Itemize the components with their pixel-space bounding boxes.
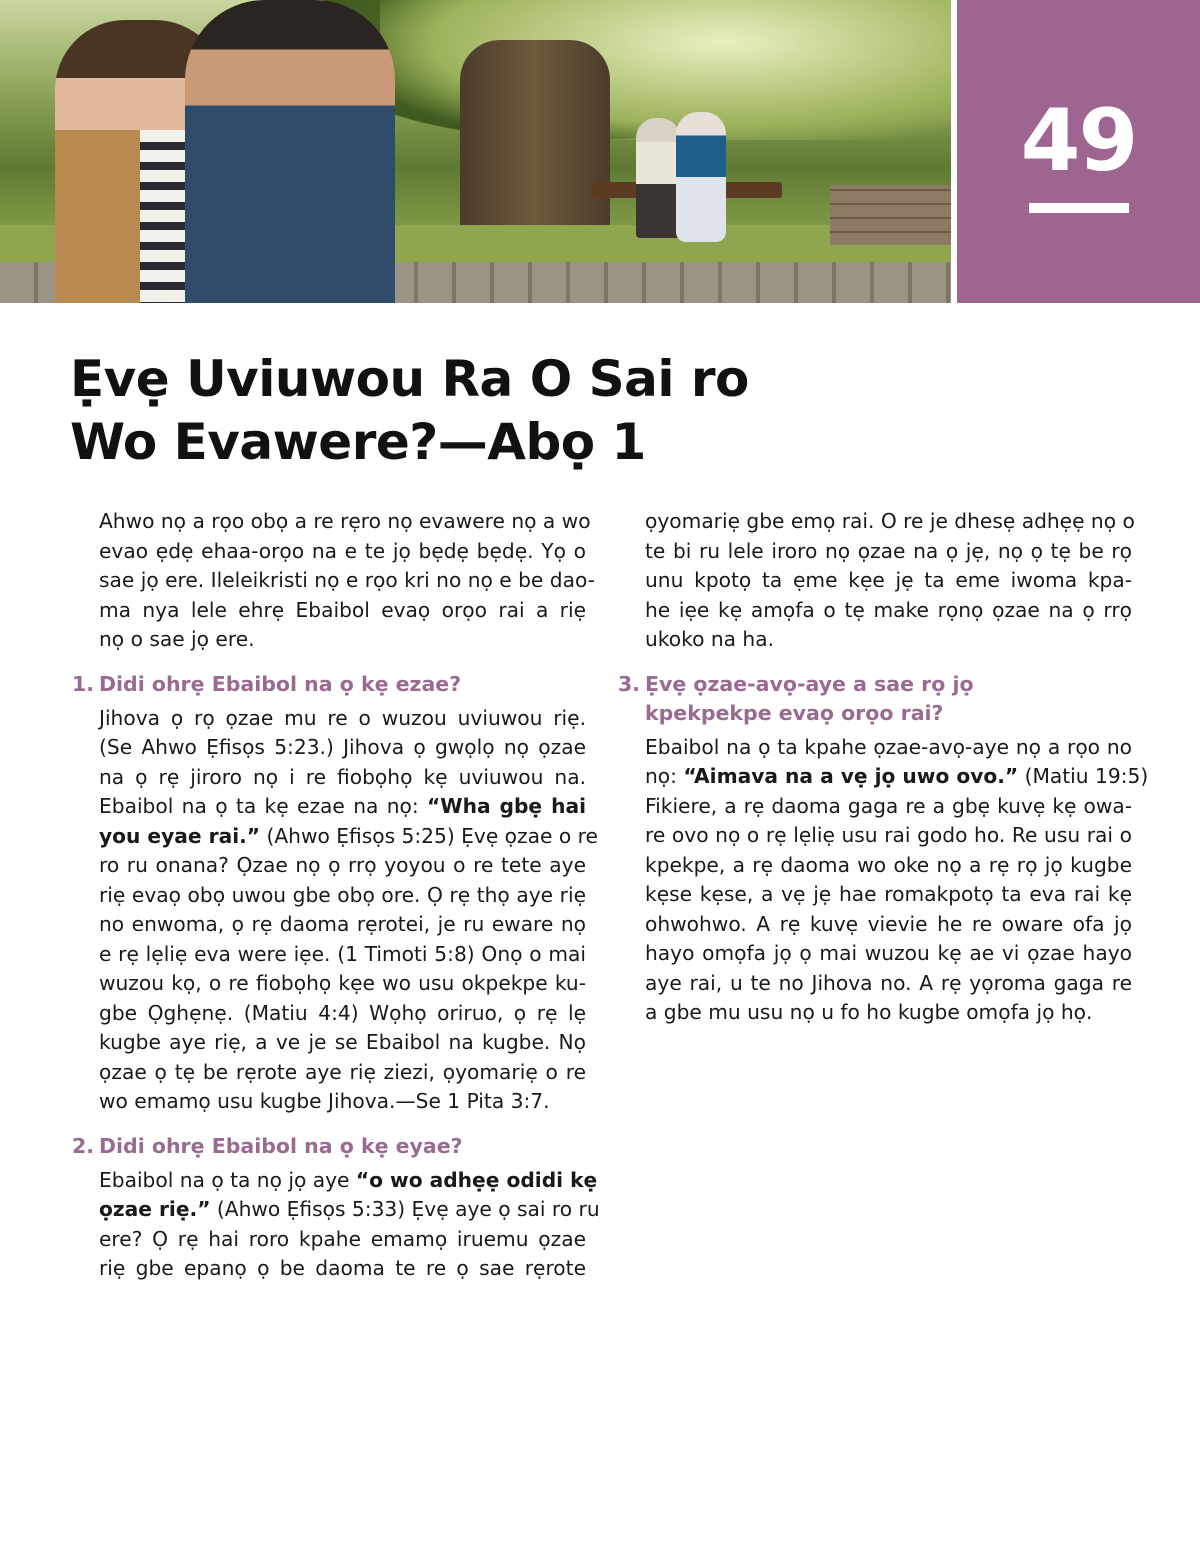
text-span: Ahwo nọ a rọo obọ a re rẹro nọ evawere nọ a wo: [99, 509, 591, 533]
paragraph: [99, 1166, 600, 1284]
text-line: [99, 507, 591, 537]
page-title: [70, 348, 749, 474]
text-line: [645, 910, 1132, 940]
paragraph: [99, 507, 595, 655]
text-line: [99, 910, 586, 940]
text-span: Fikiere, a rẹ daoma gaga re a gbẹ kuvẹ kẹ owa-: [645, 793, 1132, 818]
text-span: he iẹe kẹ amọfa o tẹ make rọnọ ọzae na ọ rrọ: [645, 597, 1132, 622]
text-span: kẹse kẹse, a vẹ jẹ hae romakpotọ ta eva rai kẹ: [645, 882, 1132, 906]
question-heading: [72, 670, 586, 699]
text-line: [99, 733, 586, 763]
text-line: [99, 999, 586, 1029]
paragraph: [645, 733, 1149, 1028]
question-heading: [72, 1132, 586, 1161]
text-line: [645, 507, 1135, 537]
text-line: [645, 939, 1132, 969]
photo-elderly-man: [636, 118, 680, 238]
bold-quote: “Aimava na a vẹ jọ uwo ovo.”: [683, 764, 1019, 788]
text-line: [99, 1195, 600, 1225]
text-line: [645, 880, 1132, 910]
text-line: [99, 881, 586, 911]
right-column: [618, 507, 1149, 1043]
text-span: no enwoma, ọ rẹ daoma rẹrotei, je ru eware nọ: [99, 912, 586, 936]
photo-elderly-woman: [676, 112, 726, 242]
photo-tree-trunk: [460, 40, 610, 250]
question-number: 2.: [72, 1133, 95, 1158]
lesson-number: 49: [1020, 91, 1137, 191]
bold-quote: ọzae riẹ.”: [99, 1197, 211, 1221]
text-line: [99, 1254, 586, 1284]
text-span: (Ahwo Ẹfisọs 5:25) Ẹvẹ ọzae o re: [260, 823, 598, 848]
lesson-number-underline: [1029, 203, 1129, 213]
page-title-line: Ẹvẹ Uviuwou Ra O Sai ro: [70, 350, 749, 408]
text-line: [645, 566, 1132, 596]
question-text: Didi ohrẹ Ebaibol na ọ kẹ ezae?: [99, 671, 462, 696]
text-line: [99, 1028, 586, 1058]
paragraph: [99, 704, 598, 1117]
text-line: [99, 763, 586, 793]
text-span: evao ẹdẹ ehaa-orọo na e te jọ bẹdẹ bẹdẹ. Yọ o: [99, 538, 586, 563]
text-line: [645, 625, 1132, 655]
text-span: unu kpotọ ta ẹme kẹe jẹ ta eme iwoma kpa-: [645, 568, 1132, 592]
text-span: ukoko na ha.: [645, 627, 775, 651]
text-line: [99, 822, 598, 852]
text-span: Ebaibol na ọ ta kpahe ọzae-avọ-aye nọ a rọo no: [645, 734, 1132, 759]
text-line: [99, 704, 586, 734]
text-line: [645, 596, 1132, 626]
text-span: ohwohwo. A rẹ kuvẹ vievie he re oware ofa jọ: [645, 911, 1132, 936]
text-span: kpekpe, a rẹ daoma wo oke nọ a rẹ rọ jọ kugbe: [645, 852, 1132, 877]
text-line: [99, 1166, 598, 1196]
text-line: [645, 792, 1132, 822]
text-span: nọ o sae jọ ere.: [99, 627, 255, 651]
text-span: ro ru onana? Ọzae nọ ọ rrọ yoyou o re tete aye: [99, 853, 586, 877]
page-title-line: Wo Evawere?—Abọ 1: [70, 413, 646, 471]
question-text: Ẹvẹ ọzae-avọ-aye a sae rọ jọ kpekpekpe evaọ orọo rai?: [645, 671, 974, 725]
text-span: riẹ evaọ obọ uwou gbe obọ ore. Ọ rẹ thọ aye riẹ: [99, 882, 586, 907]
question-number: 3.: [618, 671, 641, 696]
header-photo-couple-in-park: [0, 0, 951, 303]
text-span: ọzae ọ tẹ be rẹrote aye riẹ ziezi, ọyomariẹ o re: [99, 1059, 586, 1084]
text-span: (Se Ahwo Ẹfisọs 5:23.) Jihova ọ gwọlọ nọ ọzae: [99, 735, 586, 759]
text-span: Ebaibol na ọ ta nọ jọ aye: [99, 1167, 356, 1192]
text-line: [645, 733, 1132, 763]
question-text: Didi ohrẹ Ebaibol na ọ kẹ eyae?: [99, 1133, 463, 1158]
text-span: riẹ gbe epanọ ọ be daoma te re ọ sae rẹrote: [99, 1256, 586, 1280]
photo-young-man: [185, 0, 395, 303]
text-line: [99, 1058, 586, 1088]
question-number: 1.: [72, 671, 95, 696]
text-line: [99, 792, 586, 822]
text-span: re ovo nọ o rẹ lẹliẹ usu rai godo ho. Re usu rai o: [645, 823, 1132, 847]
text-span: te bi ru lele iroro nọ ọzae na ọ jẹ, nọ ọ tẹ be rọ: [645, 538, 1132, 563]
left-column: [72, 507, 600, 1299]
text-line: [645, 851, 1132, 881]
text-span: kugbe aye riẹ, a ve je se Ebaibol na kugbe. Nọ: [99, 1030, 586, 1054]
text-span: sae jọ ere. Ileleikristi nọ e rọo kri no nọ e be dao-: [99, 568, 595, 592]
paragraph: [645, 507, 1135, 655]
text-span: na ọ rẹ jiroro nọ i re fiobọhọ kẹ uviuwou na.: [99, 764, 586, 789]
text-line: [645, 821, 1132, 851]
text-line: [99, 969, 586, 999]
text-span: wuzou kọ, o re fiobọhọ kẹe wo usu okpekpe ku-: [99, 971, 586, 995]
text-line: [99, 566, 595, 596]
text-span: (Ahwo Ẹfisọs 5:33) Ẹvẹ aye ọ sai ro ru: [210, 1197, 600, 1221]
question-heading: [618, 670, 1132, 728]
photo-stone-wall: [830, 185, 951, 245]
bold-quote: you eyae rai.”: [99, 823, 261, 848]
text-span: Jihova ọ rọ ọzae mu re o wuzou uviuwou riẹ.: [99, 705, 586, 730]
text-line: [645, 537, 1132, 567]
text-span: ma nya lele ehrẹ Ebaibol evaọ orọo rai a riẹ: [99, 597, 586, 622]
text-span: a gbe mu usu nọ u fo ho kugbe omọfa jọ họ.: [645, 1000, 1093, 1024]
text-span: e rẹ lẹliẹ eva were iẹe. (1 Timoti 5:8) Onọ o mai: [99, 941, 586, 966]
text-span: ọyomariẹ gbe emọ rai. O re je dhesẹ adhẹẹ nọ o: [645, 509, 1135, 533]
text-span: Ebaibol na ọ ta kẹ ezae na nọ:: [99, 794, 428, 818]
text-line: [99, 940, 586, 970]
text-line: [645, 969, 1132, 999]
text-line: [99, 596, 586, 626]
text-span: ere? Ọ rẹ hai roro kpahe emamọ iruemu ọzae: [99, 1226, 586, 1251]
bold-quote: “o wo adhẹẹ odidi kẹ: [355, 1167, 598, 1192]
text-span: gbe Ọghẹnẹ. (Matiu 4:4) Wọhọ oriruo, ọ rẹ lẹ: [99, 1000, 586, 1025]
text-span: aye rai, u te no Jihova no. A rẹ yọroma gaga re: [645, 970, 1132, 995]
bold-quote: “Wha gbẹ hai: [427, 794, 587, 818]
text-span: wo emamọ usu kugbe Jihova.—Se 1 Pita 3:7.: [99, 1089, 550, 1113]
text-line: [645, 998, 1132, 1028]
text-span: hayo omọfa jọ ọ mai wuzou kẹ ae vi ọzae hayo: [645, 941, 1132, 965]
lesson-number-badge: [957, 0, 1200, 303]
text-line: [99, 537, 586, 567]
text-span: nọ:: [645, 764, 684, 788]
text-line: [99, 625, 586, 655]
text-span: (Matiu 19:5): [1018, 764, 1149, 788]
text-line: [99, 1087, 586, 1117]
text-line: [99, 1225, 586, 1255]
text-line: [645, 762, 1149, 792]
text-line: [99, 851, 586, 881]
